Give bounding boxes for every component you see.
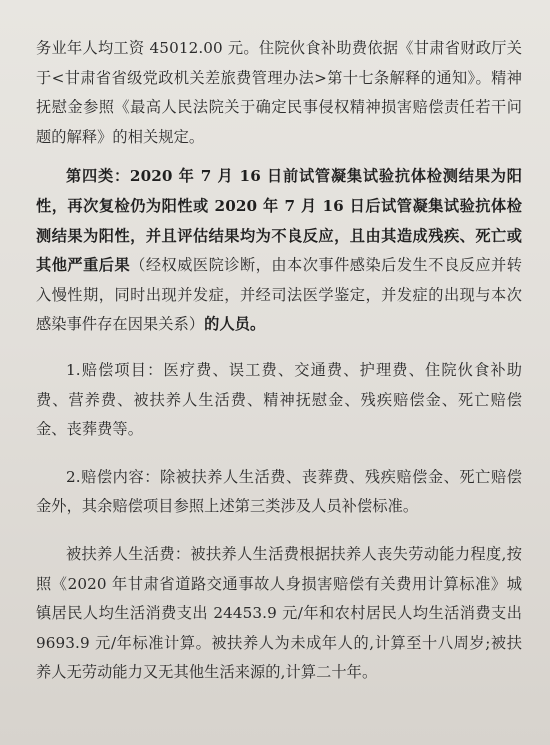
category-four-ending: 的人员。 (204, 315, 266, 334)
category-four-heading: 第四类：2020 年 7 月 16 日前试管凝集试验抗体检测结果为阳性，再次复检仍为阳性或 2020 年 7 月 16 日后试管凝集试验抗体检测结果为阳性，并且评估结果均为不良反应，且由其造成残疾、死亡或其他严重后果 (36, 167, 522, 275)
paragraph-dependent-living-expense: 被扶养人生活费：被扶养人生活费根据扶养人丧失劳动能力程度,按照《2020 年甘肃省道路交通事故人身损害赔偿有关费用计算标准》城镇居民人均生活消费支出 24453.9 元/年和农村居民人均生活消费支出 9693.9 元/年标准计算。被扶养人为未成年人的,计算至十八周岁;被扶养人无劳动能力又无其他生活来源的,计算二十年。 (36, 544, 522, 682)
paragraph-category-four (36, 162, 522, 340)
category-four-note: （经权威医院诊断，由本次事件感染后发生不良反应并转入慢性期，同时出现并发症，并经司法医学鉴定，并发症的出现与本次感染事件存在因果关系） (36, 256, 522, 334)
paragraph-compensation-items: 1.赔偿项目：医疗费、误工费、交通费、护理费、住院伙食补助费、营养费、被扶养人生活费、精神抚慰金、残疾赔偿金、死亡赔偿金、丧葬费等。 (36, 360, 522, 439)
paragraph-compensation-content: 2.赔偿内容：除被扶养人生活费、丧葬费、残疾赔偿金、死亡赔偿金外，其余赔偿项目参照上述第三类涉及人员补偿标准。 (36, 467, 522, 516)
paragraph-salary-and-allowances: 务业年人均工资 45012.00 元。住院伙食补助费依据《甘肃省财政厅关于<甘肃省省级党政机关差旅费管理办法>第十七条解释的通知》。精神抚慰金参照《最高人民法院关于确定民事侵权精神损害赔偿责任若干问题的解释》的相关规定。 (36, 39, 522, 146)
